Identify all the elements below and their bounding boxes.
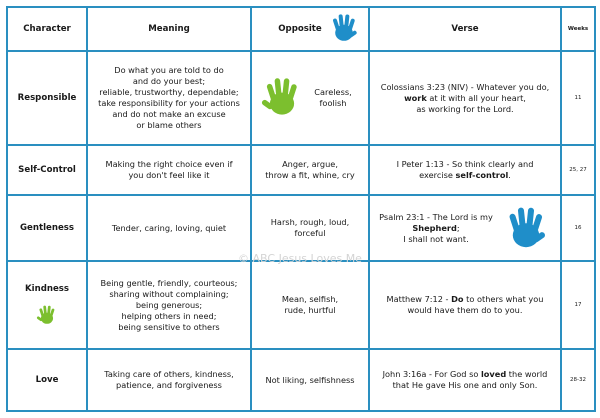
character-cell [7, 261, 87, 349]
meaning-cell [87, 349, 251, 411]
verse-line [374, 93, 556, 104]
opposite-line: forceful [294, 228, 326, 238]
opposite-line: rude, hurtful [284, 305, 336, 315]
header-verse: Verse [369, 7, 561, 51]
table-row [7, 51, 595, 145]
opposite-line: throw a fit, whine, cry [265, 170, 355, 180]
meaning-line: Do what you are told to do [114, 65, 224, 75]
meaning-line: being sensitive to others [118, 321, 220, 332]
verse-line: Psalm 23:1 - The Lord is my [379, 211, 493, 222]
opposite-line: Mean, selfish, [281, 294, 339, 304]
meaning-line: sharing without complaining; [109, 288, 229, 299]
meaning-cell [87, 145, 251, 195]
header-row [7, 7, 595, 51]
meaning-line: take responsibility for your actions [98, 98, 240, 108]
verse-cell [369, 145, 561, 195]
meaning-line: Being gentle, friendly, courteous; [100, 277, 238, 288]
verse-cell [369, 51, 561, 145]
blue-handprint-icon [328, 11, 360, 45]
verse-text: to others what you [466, 294, 544, 304]
verse-emphasis: Shepherd [412, 222, 457, 233]
opposite-line: Not liking, selfishness [265, 374, 355, 385]
opposite-cell [251, 51, 369, 145]
verse-text: ; [456, 222, 460, 233]
meaning-line: and do not make an excuse [112, 109, 226, 119]
meaning-line: helping others in need; [121, 310, 217, 321]
header-opposite-label: Opposite [278, 23, 322, 34]
table-row [7, 261, 595, 349]
blue-handprint-icon [502, 202, 550, 254]
opposite-line: Anger, argue, [282, 159, 338, 169]
character-name: Responsible [7, 51, 87, 145]
character-chart [6, 6, 596, 412]
verse-line: I shall not want. [403, 233, 469, 244]
verse-line [374, 170, 556, 181]
verse-cell [369, 349, 561, 411]
verse-line [379, 223, 493, 234]
verse-text: Matthew 7:12 - [386, 294, 449, 304]
opposite-line: foolish [319, 98, 347, 108]
meaning-line: Making the right choice even if [105, 159, 233, 169]
meaning-line: you don't feel like it [128, 170, 210, 180]
meaning-line: patience, and forgiveness [116, 380, 222, 390]
character-name: Self-Control [7, 145, 87, 195]
weeks-cell: 11 [561, 51, 595, 145]
verse-text: exercise [419, 170, 453, 180]
header-character: Character [7, 7, 87, 51]
green-handprint-icon [260, 74, 304, 120]
meaning-cell [87, 51, 251, 145]
verse-emphasis: loved [481, 369, 507, 379]
verse-line: Colossians 3:23 (NIV) - Whatever you do, [380, 81, 550, 92]
meaning-cell [87, 261, 251, 349]
meaning-line: Tender, caring, loving, quiet [111, 222, 227, 233]
verse-text: John 3:16a - For God so [382, 369, 479, 379]
opposite-cell [251, 261, 369, 349]
character-name: Love [7, 349, 87, 411]
verse-line: as working for the Lord. [416, 103, 514, 114]
weeks-cell: 16 [561, 195, 595, 261]
header-opposite [251, 7, 369, 51]
weeks-cell: 25, 27 [561, 145, 595, 195]
meaning-line: being generous; [135, 299, 203, 310]
verse-emphasis: self-control [455, 170, 509, 180]
green-handprint-icon [36, 303, 58, 327]
watermark: © ABC Jesus Loves Me [238, 252, 362, 265]
weeks-cell: 17 [561, 261, 595, 349]
meaning-line: reliable, trustworthy, dependable; [99, 87, 239, 97]
meaning-line: and do your best; [132, 76, 206, 86]
table-row [7, 349, 595, 411]
opposite-line: Careless, [314, 87, 352, 97]
table-row [7, 195, 595, 261]
opposite-cell [251, 349, 369, 411]
opposite-cell [251, 195, 369, 261]
weeks-cell: 28-32 [561, 349, 595, 411]
verse-cell [369, 261, 561, 349]
opposite-line: Harsh, rough, loud, [270, 217, 350, 227]
verse-line: that He gave His one and only Son. [392, 380, 538, 390]
verse-line: would have them do to you. [407, 305, 523, 315]
character-name: Gentleness [7, 195, 87, 261]
table-row [7, 145, 595, 195]
verse-text: . [508, 170, 511, 180]
verse-line [374, 294, 556, 305]
meaning-cell [87, 195, 251, 261]
header-weeks: Weeks [561, 7, 595, 51]
verse-line [374, 369, 556, 380]
verse-line: I Peter 1:13 - So think clearly and [396, 159, 534, 169]
header-meaning: Meaning [87, 7, 251, 51]
verse-cell [369, 195, 561, 261]
opposite-cell [251, 145, 369, 195]
verse-text: at it with all your heart, [429, 92, 526, 103]
verse-emphasis: work [404, 92, 427, 103]
meaning-line: Taking care of others, kindness, [104, 369, 234, 379]
verse-text: the world [508, 369, 548, 379]
meaning-line: or blame others [136, 120, 202, 130]
verse-emphasis: Do [451, 294, 464, 304]
character-name: Kindness [24, 283, 70, 294]
